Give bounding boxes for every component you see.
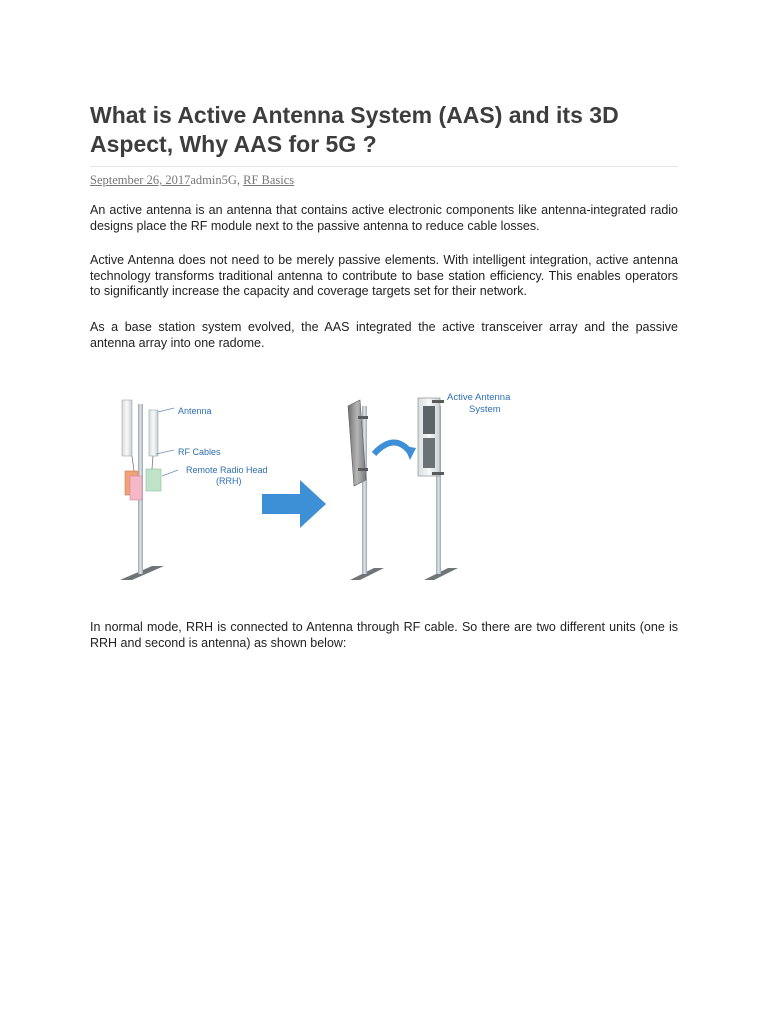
passive-antenna-site — [348, 400, 384, 580]
meta-separator: , — [236, 173, 244, 187]
post-date-link[interactable]: September 26, 2017 — [90, 173, 191, 187]
post-category-5g[interactable]: 5G — [221, 173, 237, 187]
aas-transceiver-array-top — [423, 406, 435, 434]
label-aas-line2: System — [469, 404, 501, 415]
label-rrh-line1: Remote Radio Head — [186, 465, 268, 475]
post-meta — [90, 173, 294, 188]
transition-arrow-icon — [262, 480, 326, 528]
integration-arrowhead-icon — [404, 446, 416, 460]
article-title: What is Active Antenna System (AAS) and its 3D Aspect, Why AAS for 5G ? — [90, 102, 619, 157]
rrh-unit-pink — [130, 476, 142, 500]
label-rf-cables: RF Cables — [178, 447, 221, 457]
clamp-top — [358, 416, 368, 419]
clamp-bottom — [358, 468, 368, 471]
rrh-unit-green — [146, 469, 161, 491]
antenna-pointer — [158, 408, 174, 412]
aas-comparison-figure — [112, 376, 544, 586]
paragraph-2: Active Antenna does not need to be merely passive elements. With intelligent integration, active antenna technology transforms traditional antenna to contribute to base station efficiency. This enables operators to significantly increase the capacity and coverage targets set for their network. — [90, 253, 678, 298]
post-author: admin — [190, 173, 222, 187]
paragraph-4: In normal mode, RRH is connected to Antenna through RF cable. So there are two different units (one is RRH and second is antenna) as shown below: — [90, 620, 678, 650]
antenna-panel-2 — [149, 410, 158, 456]
label-antenna: Antenna — [178, 406, 212, 416]
paragraph-1: An active antenna is an antenna that contains active electronic components like antenna-integrated radio designs place the RF module next to the passive antenna to reduce cable losses. — [90, 203, 678, 233]
label-rrh-line2: (RRH) — [216, 476, 242, 486]
rf-cables-pointer — [156, 450, 174, 454]
rf-cable-1 — [132, 456, 134, 471]
label-aas-line1: Active Antenna — [447, 392, 511, 403]
aas-clamp-bottom — [432, 472, 444, 475]
antenna-panel-1 — [122, 400, 132, 456]
mast-pole-middle — [362, 406, 367, 574]
paragraph-3: As a base station system evolved, the AAS integrated the active transceiver array and the passive antenna array into one radome. — [90, 320, 678, 350]
integration-arrow-icon — [374, 442, 410, 454]
post-category-rf-basics-link[interactable]: RF Basics — [243, 173, 295, 187]
rrh-pointer — [162, 470, 178, 476]
title-divider — [90, 166, 678, 167]
traditional-site — [120, 400, 268, 580]
aas-transceiver-array-bottom — [423, 438, 435, 468]
aas-clamp-top — [432, 400, 444, 403]
rf-cable-2 — [152, 456, 153, 469]
aas-site — [418, 392, 511, 580]
